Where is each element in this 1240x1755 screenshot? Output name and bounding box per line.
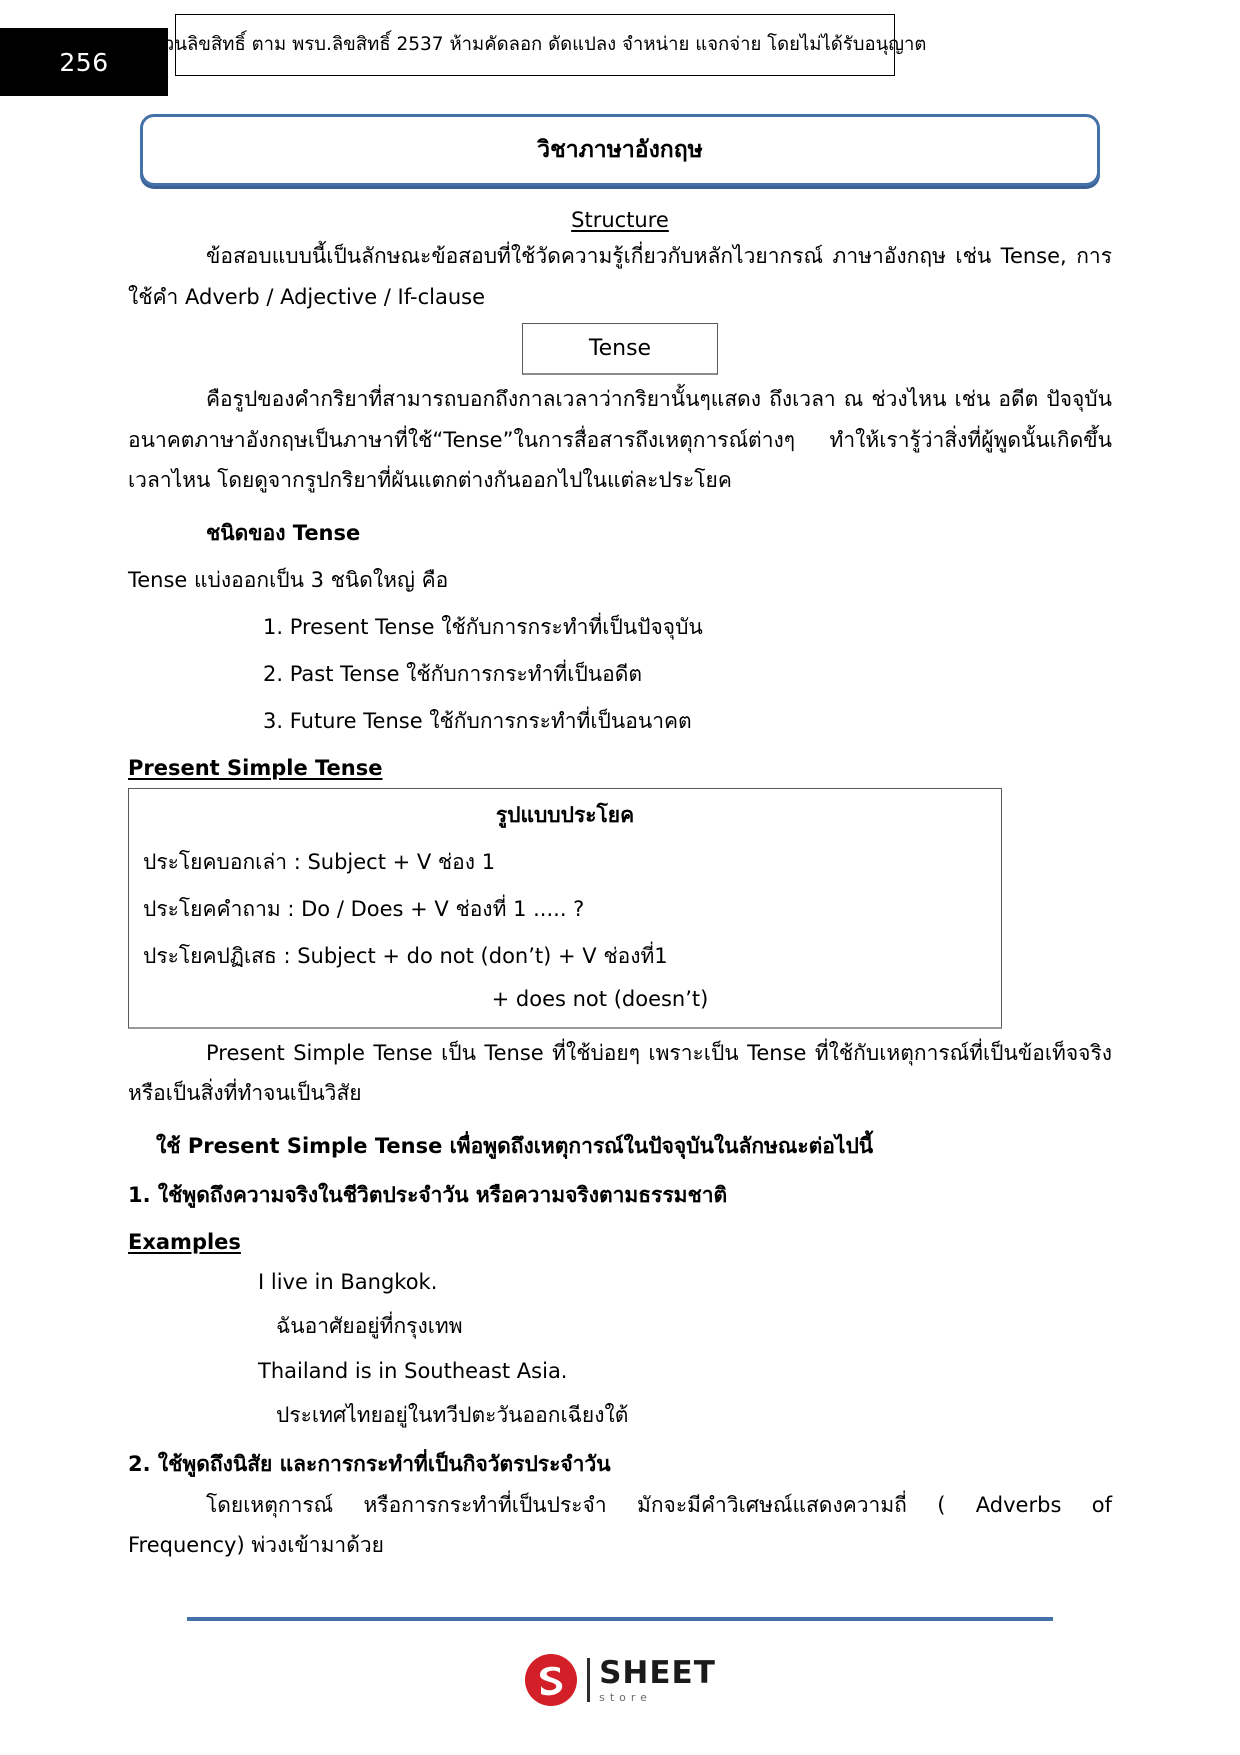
usage-item-2-detail: โดยเหตุการณ์ หรือการกระทำที่เป็นประจำ มักจะมีคำวิเศษณ์แสดงความถี่ ( Adverbs of Frequency) พ่วงเข้ามาด้วย [128, 1492, 1112, 1558]
tense-types-lead: Tense แบ่งออกเป็น 3 ชนิดใหญ่ คือ [128, 567, 449, 592]
structure-heading: Structure [571, 208, 669, 232]
pattern-line-continuation: + does not (doesn’t) [491, 986, 709, 1011]
list-item: 1. Present Tense ใช้กับการกระทำที่เป็นปัจจุบัน [263, 614, 703, 639]
subject-title: วิชาภาษาอังกฤษ [537, 137, 703, 163]
page-footer [0, 1617, 1240, 1755]
list-item: 3. Future Tense ใช้กับการกระทำที่เป็นอนาคต [263, 708, 692, 733]
sentence-pattern-box [128, 788, 1002, 1029]
logo-wordmark [599, 1654, 716, 1704]
tense-intro-paragraph: คือรูปของคำกริยาที่สามารถบอกถึงกาลเวลาว่ากริยานั้นๆแสดง ถึงเวลา ณ ช่วงไหน เช่น อดีต ปัจจุบัน อนาคตภาษาอังกฤษเป็นภาษาที่ใช้“Tense”ในการสื่อสารถึงเหตุการณ์ต่างๆ ทำให้เรารู้ว่าสิ่งที่ผู้พูดนั้นเกิดขึ้นเวลาไหน โดยดูจากรูปกริยาที่ผันแตกต่างกันออกไปในแต่ละประโยค [128, 387, 1112, 493]
usage-item-2: 2. ใช้พูดถึงนิสัย และการกระทำที่เป็นกิจวัตรประจำวัน [128, 1451, 611, 1476]
tense-label-box [522, 323, 718, 375]
document-content [120, 114, 1120, 1566]
examples-heading: Examples [128, 1229, 241, 1254]
tense-label: Tense [588, 336, 652, 362]
subject-title-box [140, 114, 1100, 186]
present-simple-usage-heading: ใช้ Present Simple Tense เพื่อพูดถึงเหตุการณ์ในปัจจุบันในลักษณะต่อไปนี้ [156, 1133, 874, 1158]
sheet-store-logo-icon [524, 1653, 578, 1707]
example-sentence-en: I live in Bangkok. [258, 1269, 438, 1294]
brand-logo [0, 1653, 1240, 1707]
copyright-box [143, 14, 927, 76]
logo-divider [587, 1658, 590, 1702]
tense-box-wrapper [128, 323, 1112, 375]
brand-subtitle: store [599, 1690, 652, 1704]
pattern-line-negative: ประโยคปฏิเสธ : Subject + do not (don’t) + V ช่องที่1 [143, 943, 668, 968]
pattern-box-title: รูปแบบประโยค [495, 802, 635, 827]
page-number: 256 [59, 47, 109, 77]
present-simple-description: Present Simple Tense เป็น Tense ที่ใช้บ่อยๆ เพราะเป็น Tense ที่ใช้กับเหตุการณ์ที่เป็นข้อเท็จจริงหรือเป็นสิ่งที่ทำจนเป็นวิสัย [128, 1040, 1112, 1106]
example-sentence-en: Thailand is in Southeast Asia. [258, 1358, 568, 1383]
list-item: 2. Past Tense ใช้กับการกระทำที่เป็นอดีต [263, 661, 643, 686]
example-sentence-th: ประเทศไทยอยู่ในทวีปตะวันออกเฉียงใต้ [276, 1402, 629, 1427]
copyright-notice: สงวนลิขสิทธิ์ ตาม พรบ.ลิขสิทธิ์ 2537 ห้ามคัดลอก ดัดแปลง จำหน่าย แจกจ่าย โดยไม่ได้รับอนุญาต [143, 33, 927, 55]
example-sentence-th: ฉันอาศัยอยู่ที่กรุงเทพ [276, 1313, 463, 1338]
brand-name: SHEET [599, 1654, 716, 1691]
pattern-line-question: ประโยคคำถาม : Do / Does + V ช่องที่ 1 ..... ? [143, 896, 585, 921]
page-header [0, 0, 1240, 100]
usage-item-1: 1. ใช้พูดถึงความจริงในชีวิตประจำวัน หรือความจริงตามธรรมชาติ [128, 1182, 728, 1207]
footer-divider [187, 1617, 1053, 1621]
present-simple-heading: Present Simple Tense [128, 755, 383, 780]
tense-types-heading: ชนิดของ Tense [206, 520, 361, 545]
structure-paragraph: ข้อสอบแบบนี้เป็นลักษณะข้อสอบที่ใช้วัดความรู้เกี่ยวกับหลักไวยากรณ์ ภาษาอังกฤษ เช่น Tense, การใช้คำ Adverb / Adjective / If-clause [128, 244, 1112, 309]
pattern-line-affirmative: ประโยคบอกเล่า : Subject + V ช่อง 1 [143, 849, 496, 874]
